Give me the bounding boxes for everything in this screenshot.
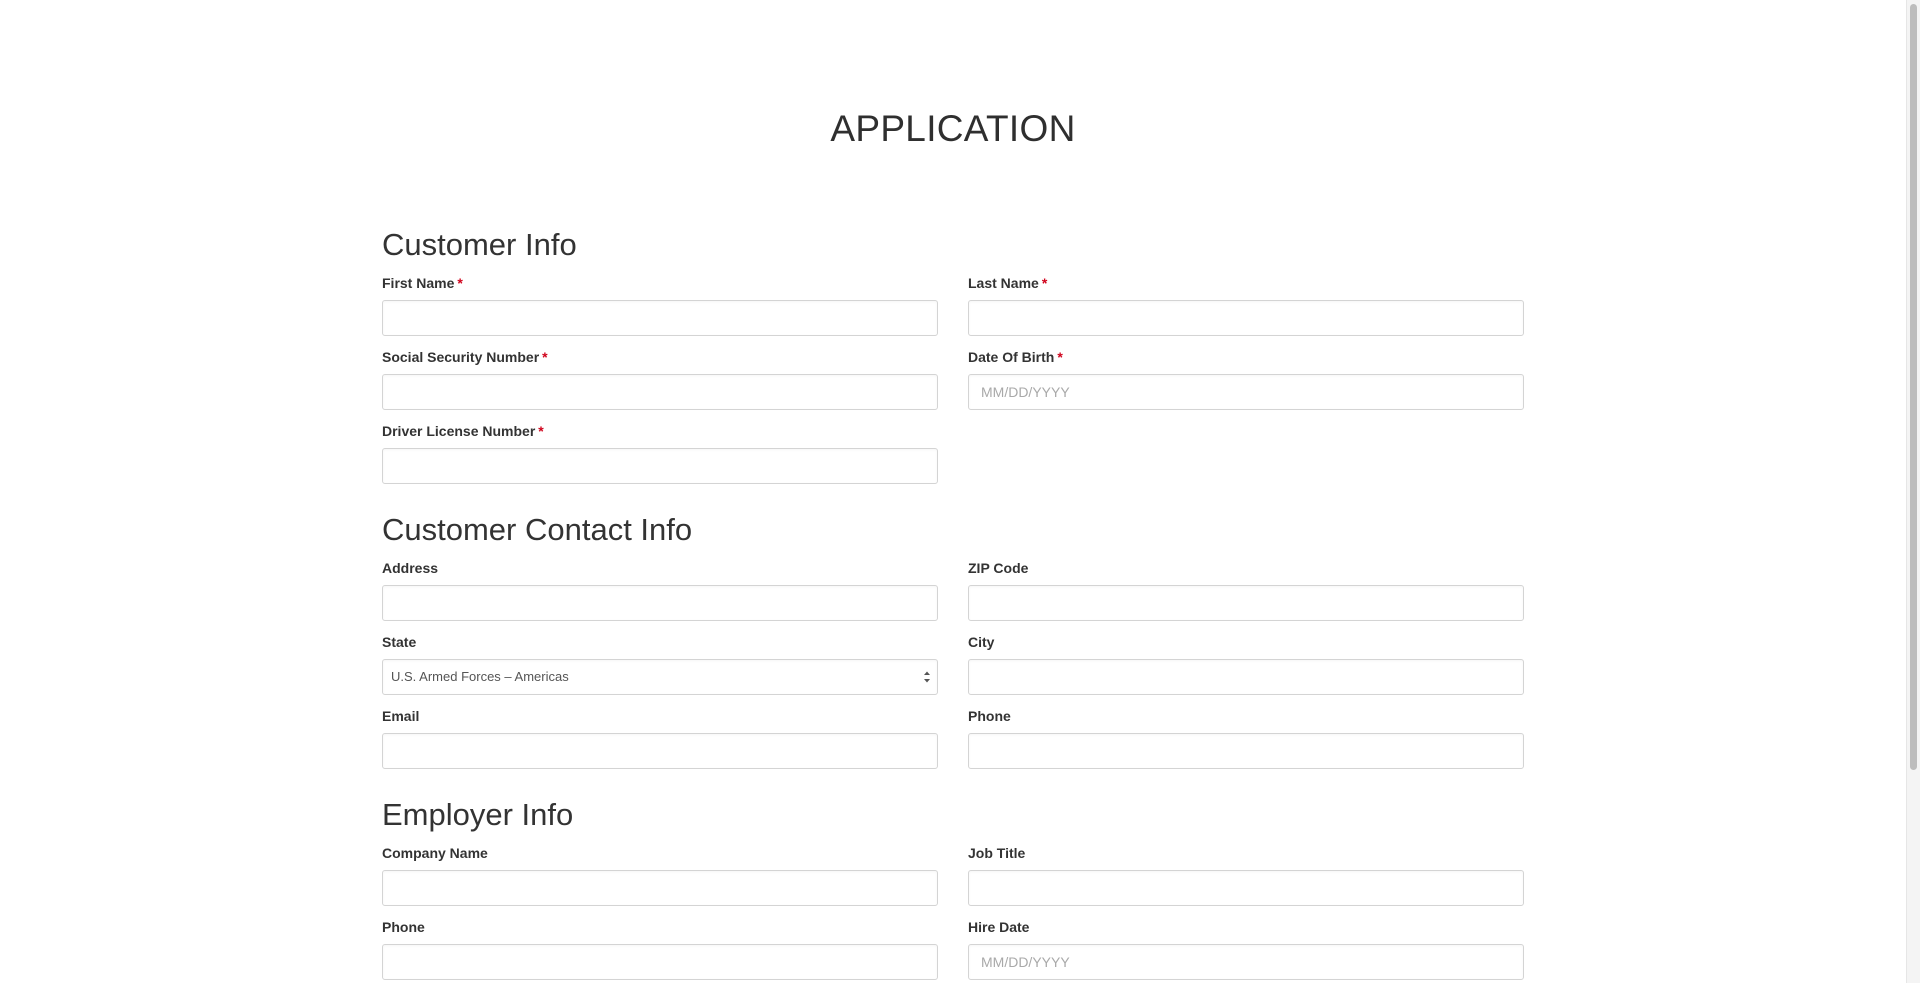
required-asterisk: * <box>538 423 544 439</box>
section-title-customer-info: Customer Info <box>382 227 577 262</box>
required-asterisk: * <box>1057 349 1063 365</box>
company-name-input[interactable] <box>382 870 938 906</box>
ssn-input[interactable] <box>382 374 938 410</box>
phone-label: Phone <box>968 708 1011 724</box>
hire-date-field <box>968 918 1524 980</box>
address-input[interactable] <box>382 585 938 621</box>
driver-license-label: Driver License Number * <box>382 423 544 439</box>
chevron-up-down-icon <box>923 670 931 684</box>
state-label: State <box>382 634 417 650</box>
ssn-label: Social Security Number * <box>382 349 548 365</box>
dob-field <box>968 348 1524 410</box>
last-name-label: Last Name * <box>968 275 1048 291</box>
ssn-field <box>382 348 938 410</box>
dob-input[interactable] <box>968 374 1524 410</box>
vertical-scrollbar[interactable] <box>1906 0 1920 983</box>
employer-phone-label: Phone <box>382 919 425 935</box>
city-label: City <box>968 634 995 650</box>
hire-date-label: Hire Date <box>968 919 1030 935</box>
address-field <box>382 559 938 621</box>
email-input[interactable] <box>382 733 938 769</box>
required-asterisk: * <box>457 275 463 291</box>
state-field <box>382 633 938 695</box>
last-name-input[interactable] <box>968 300 1524 336</box>
first-name-input[interactable] <box>382 300 938 336</box>
hire-date-input[interactable] <box>968 944 1524 980</box>
driver-license-input[interactable] <box>382 448 938 484</box>
company-name-field <box>382 844 938 906</box>
first-name-field <box>382 274 938 336</box>
email-label: Email <box>382 708 420 724</box>
city-field <box>968 633 1524 695</box>
job-title-field <box>968 844 1524 906</box>
section-title-employer-info: Employer Info <box>382 797 574 832</box>
employer-phone-input[interactable] <box>382 944 938 980</box>
job-title-input[interactable] <box>968 870 1524 906</box>
zip-code-field <box>968 559 1524 621</box>
phone-input[interactable] <box>968 733 1524 769</box>
required-asterisk: * <box>542 349 548 365</box>
state-select[interactable] <box>382 659 938 695</box>
email-field <box>382 707 938 769</box>
state-select-value: U.S. Armed Forces – Americas <box>391 669 569 684</box>
section-title-contact-info: Customer Contact Info <box>382 512 693 547</box>
address-label: Address <box>382 560 439 576</box>
last-name-field <box>968 274 1524 336</box>
phone-field <box>968 707 1524 769</box>
zip-code-input[interactable] <box>968 585 1524 621</box>
company-name-label: Company Name <box>382 845 488 861</box>
first-name-label: First Name * <box>382 275 463 291</box>
required-asterisk: * <box>1041 275 1048 291</box>
scrollbar-thumb[interactable] <box>1910 4 1917 770</box>
job-title-label: Job Title <box>968 845 1026 861</box>
city-input[interactable] <box>968 659 1524 695</box>
dob-label: Date Of Birth * <box>968 349 1063 365</box>
driver-license-field <box>382 422 938 484</box>
employer-phone-field <box>382 918 938 980</box>
page-title: APPLICATION <box>830 108 1076 149</box>
zip-code-label: ZIP Code <box>968 560 1029 576</box>
